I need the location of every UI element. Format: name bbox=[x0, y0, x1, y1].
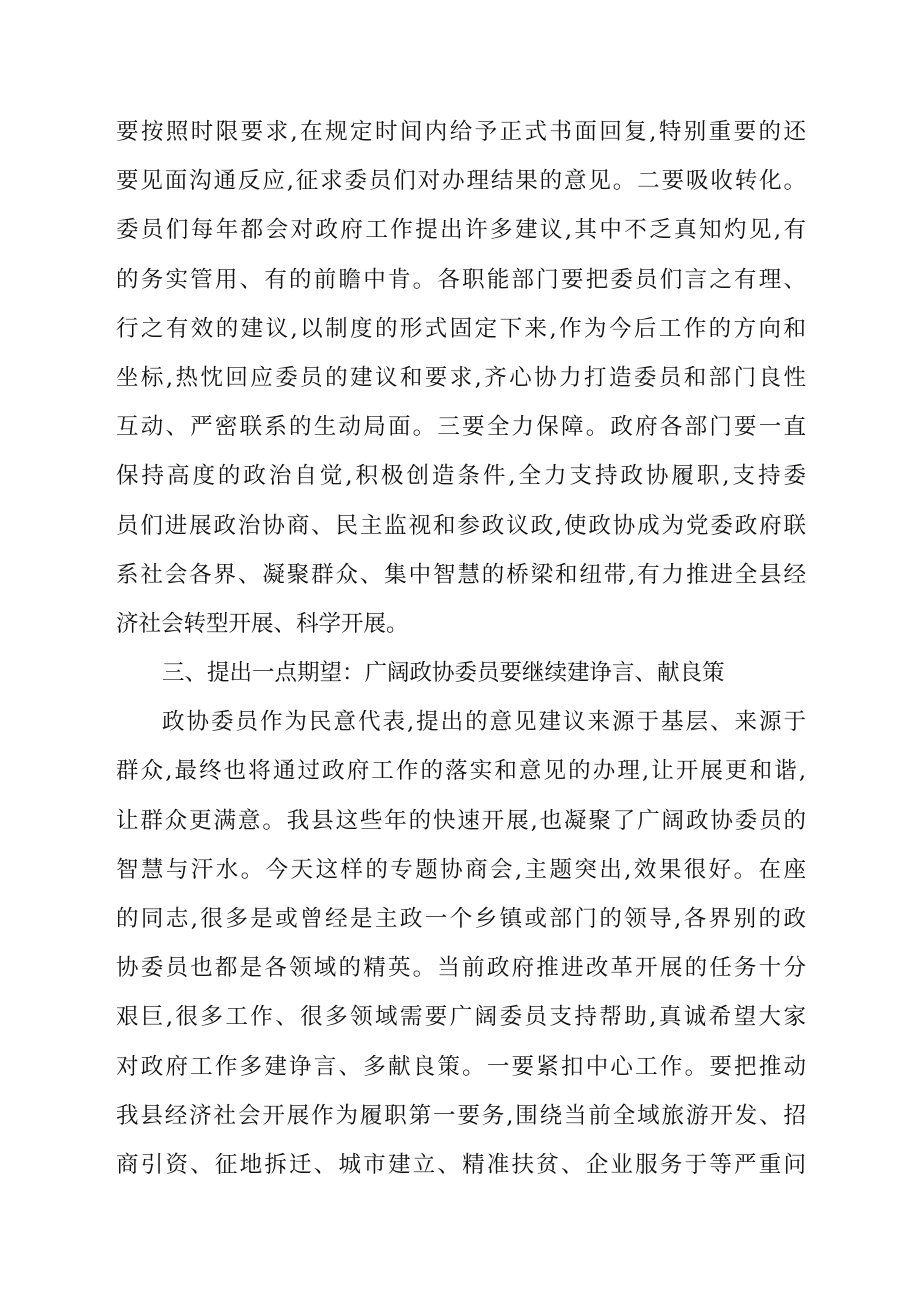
text-line: 系社会各界、凝聚群众、集中智慧的桥梁和纽带,有力推进全县经 bbox=[116, 561, 806, 588]
text-line: 艰巨,很多工作、很多领域需要广阔委员支持帮助,真诚希望大家 bbox=[116, 1004, 806, 1031]
text-line: 坐标,热忱回应委员的建议和要求,齐心协力打造委员和部门良性 bbox=[116, 364, 806, 391]
text-line: 智慧与汗水。今天这样的专题协商会,主题突出,效果很好。在座 bbox=[116, 856, 806, 883]
text-line: 对政府工作多建诤言、多献良策。一要紧扣中心工作。要把推动 bbox=[116, 1053, 806, 1080]
text-line: 的同志,很多是或曾经是主政一个乡镇或部门的领导,各界别的政 bbox=[116, 906, 806, 932]
text-line: 济社会转型开展、科学开展。 bbox=[116, 610, 409, 637]
text-line: 互动、严密联系的生动局面。三要全力保障。政府各部门要一直 bbox=[116, 414, 806, 441]
text-line: 协委员也都是各领域的精英。当前政府推进改革开展的任务十分 bbox=[116, 955, 806, 982]
text-line: 让群众更满意。我县这些年的快速开展,也凝聚了广阔政协委员的 bbox=[116, 807, 806, 834]
text-line: 的务实管用、有的前瞻中肯。各职能部门要把委员们言之有理、 bbox=[116, 266, 806, 293]
text-line: 要见面沟通反应,征求委员们对办理结果的意见。二要吸收转化。 bbox=[116, 168, 806, 195]
text-line: 要按照时限要求,在规定时间内给予正式书面回复,特别重要的还 bbox=[116, 119, 806, 145]
document-body bbox=[116, 108, 806, 1190]
text-line: 保持高度的政治自觉,积极创造条件,全力支持政协履职,支持委 bbox=[116, 463, 806, 490]
section-heading: 三、提出一点期望：广阔政协委员要继续建诤言、献良策 bbox=[162, 660, 725, 687]
text-line: 群众,最终也将通过政府工作的落实和意见的办理,让开展更和谐, bbox=[116, 758, 806, 785]
text-line: 我县经济社会开展作为履职第一要务,围绕当前全域旅游开发、招 bbox=[116, 1102, 806, 1129]
paragraph-first-line: 政协委员作为民意代表,提出的意见建议来源于基层、来源于 bbox=[162, 709, 806, 736]
text-line: 员们进展政治协商、民主监视和参政议政,使政协成为党委政府联 bbox=[116, 512, 806, 539]
text-line: 商引资、征地拆迁、城市建立、精准扶贫、企业服务于等严重问 bbox=[116, 1151, 806, 1178]
text-line: 行之有效的建议,以制度的形式固定下来,作为今后工作的方向和 bbox=[116, 315, 806, 342]
text-line: 委员们每年都会对政府工作提出许多建议,其中不乏真知灼见,有 bbox=[116, 217, 806, 244]
